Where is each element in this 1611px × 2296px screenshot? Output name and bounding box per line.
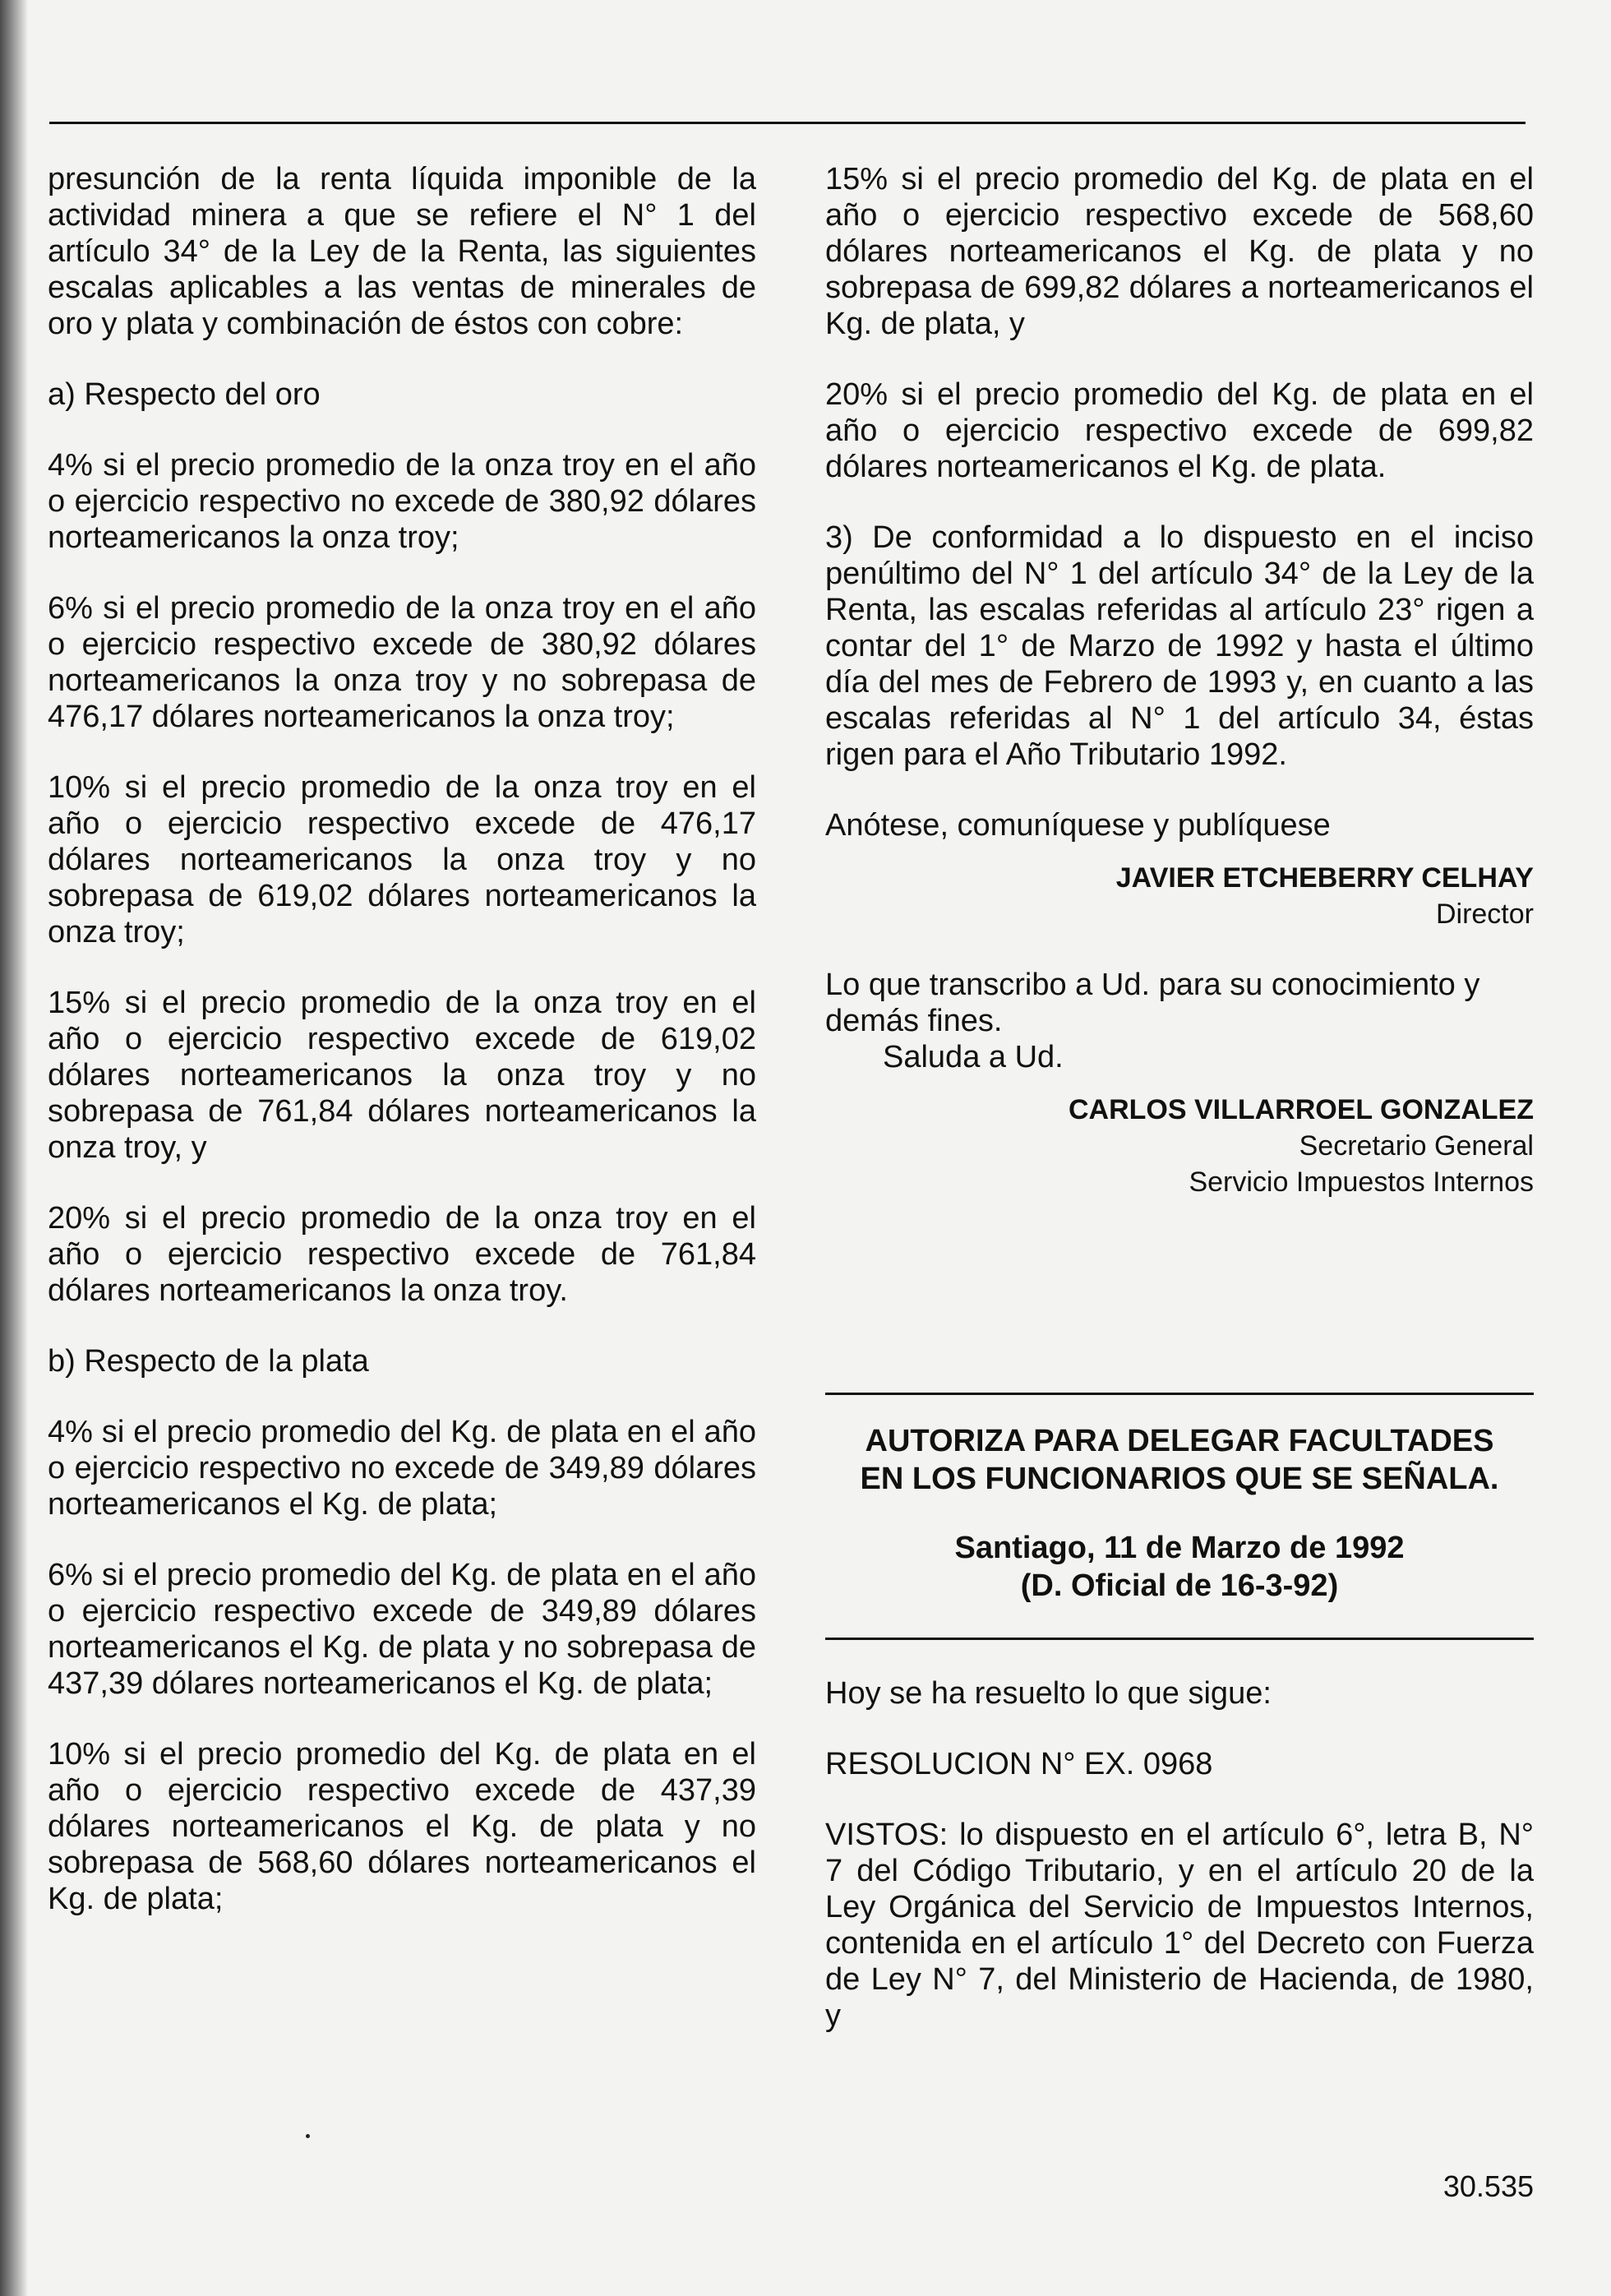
section-heading-silver: b) Respecto de la plata	[48, 1344, 369, 1379]
resolution-dateline	[825, 1529, 1534, 1605]
left-column	[48, 161, 756, 1952]
official-gazette-line: (D. Oficial de 16-3-92)	[1020, 1568, 1339, 1603]
resolution-number: RESOLUCION N° EX. 0968	[825, 1747, 1213, 1781]
signatory-title: Secretario General	[1299, 1130, 1534, 1162]
greeting: Saluda a Ud.	[883, 1040, 1064, 1074]
paragraph: 20% si el precio promedio del Kg. de plata en el año o ejercicio respectivo excede de 699,82 dólares norteamericanos el Kg. de plata.	[825, 377, 1534, 484]
paragraph: VISTOS: lo dispuesto en el artículo 6°, letra B, N° 7 del Código Tributario, y en el artículo 20 de la Ley Orgánica del Servicio de Impuestos Internos, contenida en el artículo 1° del Decreto con Fuerza de Ley N° 7, del Ministerio de Hacienda, de 1980, y	[825, 1818, 1534, 2033]
headline-line: EN LOS FUNCIONARIOS QUE SE SEÑALA.	[860, 1462, 1499, 1496]
paragraph: 10% si el precio promedio del Kg. de plata en el año o ejercicio respectivo excede de 437,39 dólares norteamericanos el Kg. de plata y no sobrepasa de 568,60 dólares norteamericanos el Kg. de plata;	[48, 1737, 756, 1916]
right-column	[825, 161, 1534, 1235]
section-rule-top	[825, 1393, 1534, 1395]
page-number: 30.535	[1443, 2169, 1534, 2203]
signatory-name: JAVIER ETCHEBERRY CELHAY	[1115, 862, 1534, 894]
signature-block-secretary	[825, 1092, 1534, 1200]
page-binding-shadow	[0, 0, 28, 2296]
paragraph: 15% si el precio promedio del Kg. de plata en el año o ejercicio respectivo excede de 568,60 dólares norteamericanos el Kg. de plata y no sobrepasa de 699,82 dólares a norteamericanos el Kg. de plata, y	[825, 162, 1534, 341]
paragraph: 6% si el precio promedio de la onza troy en el año o ejercicio respectivo excede de 380,92 dólares norteamericanos la onza troy y no sobrepasa de 476,17 dólares norteamericanos la onza troy;	[48, 591, 756, 734]
paragraph: 10% si el precio promedio de la onza troy en el año o ejercicio respectivo excede de 476,17 dólares norteamericanos la onza troy y no sobrepasa de 619,02 dólares norteamericanos la onza troy;	[48, 770, 756, 949]
signatory-name: CARLOS VILLARROEL GONZALEZ	[1068, 1094, 1534, 1125]
section-rule-bottom	[825, 1638, 1534, 1640]
resolution-headline	[825, 1422, 1534, 1498]
date-line: Santiago, 11 de Marzo de 1992	[954, 1531, 1405, 1565]
signature-block-director	[825, 860, 1534, 932]
section-heading-gold: a) Respecto del oro	[48, 377, 321, 412]
resolution-body	[825, 1675, 1534, 2068]
paragraph: 15% si el precio promedio de la onza troy en el año o ejercicio respectivo excede de 619,02 dólares norteamericanos la onza troy y no sobrepasa de 761,84 dólares norteamericanos la onza troy, y	[48, 986, 756, 1165]
top-rule	[49, 122, 1526, 124]
paragraph: 4% si el precio promedio de la onza troy en el año o ejercicio respectivo no excede de 380,92 dólares norteamericanos la onza troy;	[48, 448, 756, 555]
paragraph: 6% si el precio promedio del Kg. de plata en el año o ejercicio respectivo excede de 349,89 dólares norteamericanos el Kg. de plata y no sobrepasa de 437,39 dólares norteamericanos el Kg. de plata;	[48, 1558, 756, 1701]
headline-line: AUTORIZA PARA DELEGAR FACULTADES	[865, 1424, 1494, 1458]
paragraph: 3) De conformidad a lo dispuesto en el inciso penúltimo del N° 1 del artículo 34° de la Ley de la Renta, las escalas referidas al artículo 23° rigen a contar del 1° de Marzo de 1992 y hasta el último día del mes de Febrero de 1993 y, en cuanto a las escalas referidas al N° 1 del artículo 34, éstas rigen para el Año Tributario 1992.	[825, 520, 1534, 772]
paragraph: 4% si el precio promedio del Kg. de plata en el año o ejercicio respectivo no excede de 349,89 dólares norteamericanos el Kg. de plata;	[48, 1415, 756, 1522]
paragraph: 20% si el precio promedio de la onza troy en el año o ejercicio respectivo excede de 761,84 dólares norteamericanos la onza troy.	[48, 1201, 756, 1308]
signatory-title: Director	[1435, 899, 1534, 930]
closing-formula: Anótese, comuníquese y publíquese	[825, 808, 1331, 843]
transcription-note: Lo que transcribo a Ud. para su conocimiento y demás fines.	[825, 968, 1480, 1038]
stray-mark	[306, 2134, 310, 2138]
signatory-office: Servicio Impuestos Internos	[1189, 1166, 1534, 1198]
paragraph: presunción de la renta líquida imponible de la actividad minera a que se refiere el N° 1 del artículo 34° de la Ley de la Renta, las siguientes escalas aplicables a las ventas de minerales de oro y plata y combinación de éstos con cobre:	[48, 162, 756, 341]
paragraph: Hoy se ha resuelto lo que sigue:	[825, 1676, 1272, 1711]
